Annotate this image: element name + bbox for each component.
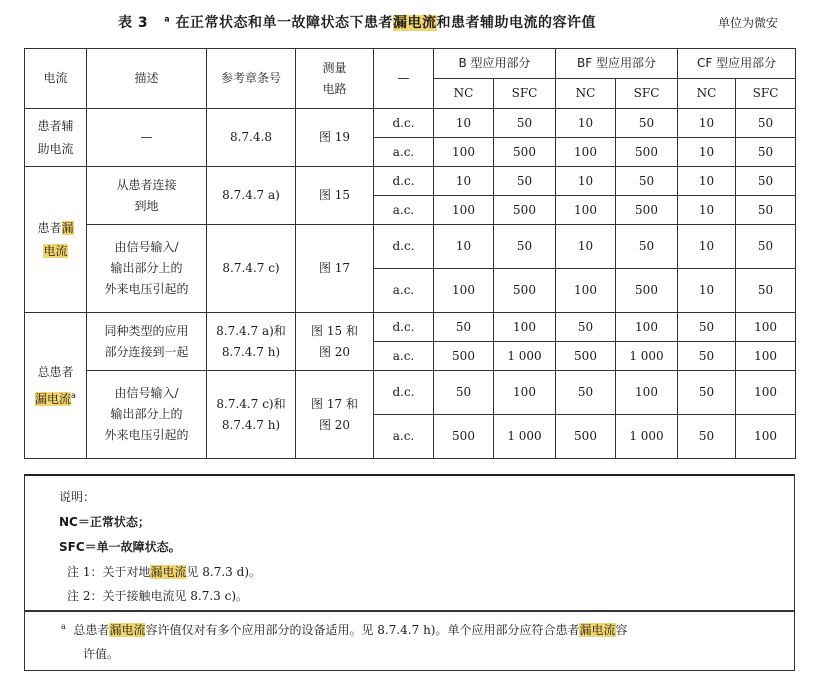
row-circuit: 图 15 和 图 20 xyxy=(296,313,374,371)
header-type-cf: CF 型应用部分 xyxy=(678,49,796,79)
value-cell: 500 xyxy=(616,269,678,313)
header-sfc: SFC xyxy=(736,79,796,109)
dc-label: d.c. xyxy=(374,313,434,342)
value-cell: 100 xyxy=(494,371,556,415)
note-1: 注 1：关于对地漏电流见 8.7.3 d)。 xyxy=(67,565,261,579)
row-circuit: 图 17 和 图 20 xyxy=(296,371,374,459)
value-cell: 500 xyxy=(616,138,678,167)
footnote-line-2: 许值。 xyxy=(83,647,120,661)
header-circuit: 测量 电路 xyxy=(296,49,374,109)
value-cell: 100 xyxy=(736,342,796,371)
value-cell: 1 000 xyxy=(616,342,678,371)
row-reference: 8.7.4.7 a)和 8.7.4.7 h) xyxy=(207,313,296,371)
value-cell: 100 xyxy=(736,371,796,415)
row-description: 同种类型的应用 部分连接到一起 xyxy=(87,313,207,371)
value-cell: 500 xyxy=(616,196,678,225)
ac-label: a.c. xyxy=(374,138,434,167)
value-cell: 50 xyxy=(678,313,736,342)
value-cell: 50 xyxy=(678,415,736,459)
header-nc: NC xyxy=(556,79,616,109)
value-cell: 50 xyxy=(616,225,678,269)
header-sfc: SFC xyxy=(616,79,678,109)
ac-label: a.c. xyxy=(374,269,434,313)
value-cell: 500 xyxy=(494,269,556,313)
value-cell: 500 xyxy=(434,415,494,459)
header-dash: — xyxy=(374,49,434,109)
value-cell: 50 xyxy=(736,167,796,196)
value-cell: 50 xyxy=(556,313,616,342)
table-row xyxy=(25,167,796,196)
value-cell: 100 xyxy=(434,196,494,225)
header-nc: NC xyxy=(434,79,494,109)
dc-label: d.c. xyxy=(374,167,434,196)
row-reference: 8.7.4.8 xyxy=(207,109,296,167)
value-cell: 50 xyxy=(736,109,796,138)
table-caption xyxy=(0,10,815,34)
unit-label: 单位为微安 xyxy=(718,16,779,30)
dc-label: d.c. xyxy=(374,371,434,415)
value-cell: 50 xyxy=(678,371,736,415)
value-cell: 50 xyxy=(736,196,796,225)
header-description: 描述 xyxy=(87,49,207,109)
nc-definition: NC＝正常状态； xyxy=(59,515,150,529)
header-reference: 参考章条号 xyxy=(207,49,296,109)
header-sfc: SFC xyxy=(494,79,556,109)
value-cell: 100 xyxy=(736,415,796,459)
row-description: 由信号输入/ 输出部分上的 外来电压引起的 xyxy=(87,371,207,459)
value-cell: 100 xyxy=(494,313,556,342)
dc-label: d.c. xyxy=(374,109,434,138)
row-reference: 8.7.4.7 c) xyxy=(207,225,296,313)
notes-section xyxy=(24,474,795,612)
value-cell: 10 xyxy=(556,109,616,138)
value-cell: 10 xyxy=(678,225,736,269)
value-cell: 50 xyxy=(616,167,678,196)
table-row xyxy=(25,313,796,342)
row-circuit: 图 19 xyxy=(296,109,374,167)
header-current: 电流 xyxy=(25,49,87,109)
row-circuit: 图 15 xyxy=(296,167,374,225)
value-cell: 10 xyxy=(434,109,494,138)
table-footnote xyxy=(24,610,795,671)
value-cell: 50 xyxy=(494,167,556,196)
value-cell: 10 xyxy=(556,225,616,269)
value-cell: 50 xyxy=(494,109,556,138)
ac-label: a.c. xyxy=(374,342,434,371)
value-cell: 50 xyxy=(616,109,678,138)
value-cell: 50 xyxy=(434,371,494,415)
ac-label: a.c. xyxy=(374,196,434,225)
value-cell: 1 000 xyxy=(494,415,556,459)
dc-label: d.c. xyxy=(374,225,434,269)
group-total-leakage-current: 总患者 漏电流$^a$ xyxy=(25,313,87,459)
value-cell: 10 xyxy=(678,109,736,138)
ac-label: a.c. xyxy=(374,415,434,459)
value-cell: 10 xyxy=(678,196,736,225)
value-cell: 500 xyxy=(556,415,616,459)
value-cell: 1 000 xyxy=(616,415,678,459)
value-cell: 100 xyxy=(434,138,494,167)
value-cell: 50 xyxy=(736,138,796,167)
note-2: 注 2：关于接触电流见 8.7.3 c)。 xyxy=(67,589,249,603)
value-cell: 10 xyxy=(556,167,616,196)
sfc-definition: SFC＝单一故障状态。 xyxy=(59,540,181,554)
value-cell: 50 xyxy=(556,371,616,415)
row-description: — xyxy=(87,109,207,167)
group-aux-current: 患者辅助电流 xyxy=(25,109,87,167)
row-circuit: 图 17 xyxy=(296,225,374,313)
group-leakage-current: 患者漏电流 xyxy=(25,167,87,313)
value-cell: 10 xyxy=(434,225,494,269)
value-cell: 100 xyxy=(736,313,796,342)
table-row xyxy=(25,225,796,269)
header-type-bf: BF 型应用部分 xyxy=(556,49,678,79)
row-description: 从患者连接 到地 xyxy=(87,167,207,225)
footnote-line-1: $^a$ 总患者漏电流容许值仅对有多个应用部分的设备适用。见 8.7.4.7 h)。单个应用部分应符合患者漏电流容 xyxy=(61,622,628,637)
value-cell: 50 xyxy=(678,342,736,371)
row-description: 由信号输入/ 输出部分上的 外来电压引起的 xyxy=(87,225,207,313)
value-cell: 100 xyxy=(556,196,616,225)
value-cell: 50 xyxy=(434,313,494,342)
value-cell: 50 xyxy=(736,225,796,269)
value-cell: 50 xyxy=(736,269,796,313)
value-cell: 50 xyxy=(494,225,556,269)
value-cell: 100 xyxy=(556,138,616,167)
value-cell: 100 xyxy=(616,371,678,415)
value-cell: 10 xyxy=(678,269,736,313)
row-reference: 8.7.4.7 a) xyxy=(207,167,296,225)
value-cell: 500 xyxy=(434,342,494,371)
value-cell: 500 xyxy=(556,342,616,371)
leakage-current-table xyxy=(24,48,796,459)
row-reference: 8.7.4.7 c)和 8.7.4.7 h) xyxy=(207,371,296,459)
value-cell: 10 xyxy=(434,167,494,196)
value-cell: 10 xyxy=(678,138,736,167)
notes-heading: 说明： xyxy=(59,490,96,504)
value-cell: 10 xyxy=(678,167,736,196)
value-cell: 100 xyxy=(556,269,616,313)
value-cell: 500 xyxy=(494,196,556,225)
value-cell: 100 xyxy=(616,313,678,342)
value-cell: 100 xyxy=(434,269,494,313)
table-row xyxy=(25,109,796,138)
header-type-b: B 型应用部分 xyxy=(434,49,556,79)
header-nc: NC xyxy=(678,79,736,109)
value-cell: 500 xyxy=(494,138,556,167)
table-row xyxy=(25,371,796,415)
value-cell: 1 000 xyxy=(494,342,556,371)
table-title: 表 3 $^a$ 在正常状态和单一故障状态下患者漏电流和患者辅助电流的容许值 xyxy=(118,14,597,31)
